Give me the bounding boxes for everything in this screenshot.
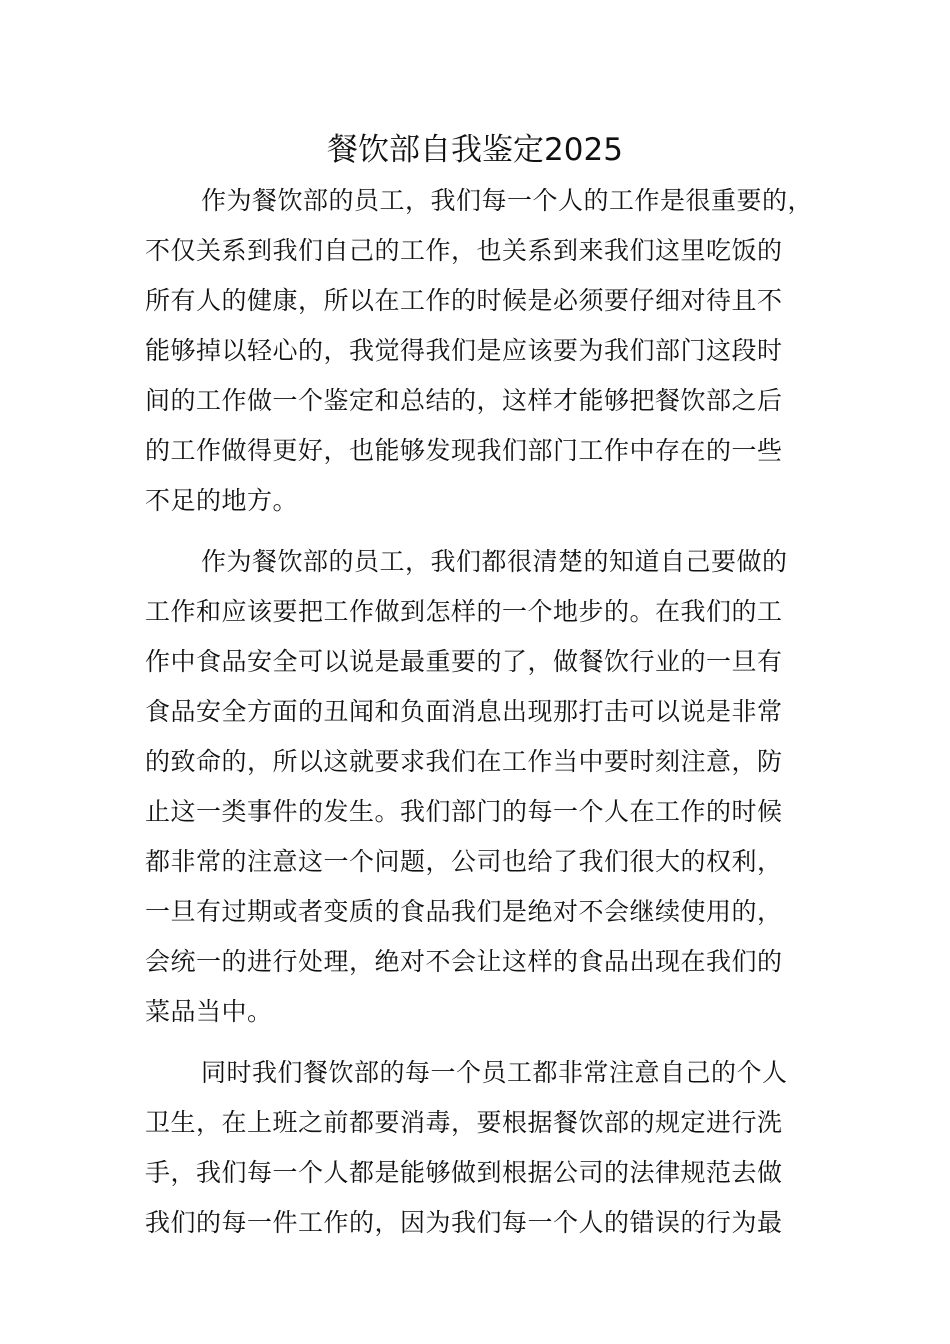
paragraph-line: 所有人的健康，所以在工作的时候是必须要仔细对待且不 (145, 286, 783, 315)
paragraph-line: 作为餐饮部的员工，我们都很清楚的知道自己要做的 (201, 547, 788, 576)
paragraph-line: 工作和应该要把工作做到怎样的一个地步的。在我们的工 (145, 597, 783, 626)
paragraph-1 (145, 176, 817, 526)
paragraph-line: 的致命的，所以这就要求我们在工作当中要时刻注意，防 (145, 747, 783, 776)
document-body (145, 176, 817, 1248)
paragraph-line: 能够掉以轻心的，我觉得我们是应该要为我们部门这段时 (145, 336, 783, 365)
paragraph-2 (145, 537, 817, 1037)
paragraph-line: 菜品当中。 (145, 997, 273, 1026)
paragraph-line: 作中食品安全可以说是最重要的了，做餐饮行业的一旦有 (145, 647, 783, 676)
document-title: 餐饮部自我鉴定2025 (327, 132, 623, 168)
paragraph-line: 同时我们餐饮部的每一个员工都非常注意自己的个人 (201, 1058, 788, 1087)
paragraph-line: 间的工作做一个鉴定和总结的，这样才能够把餐饮部之后 (145, 386, 783, 415)
paragraph-line: 手，我们每一个人都是能够做到根据公司的法律规范去做 (145, 1158, 783, 1187)
paragraph-line: 会统一的进行处理，绝对不会让这样的食品出现在我们的 (145, 947, 783, 976)
paragraph-spacer (145, 1037, 817, 1048)
paragraph-line: 都非常的注意这一个问题，公司也给了我们很大的权利， (145, 847, 783, 876)
paragraph-line: 一旦有过期或者变质的食品我们是绝对不会继续使用的， (145, 897, 783, 926)
paragraph-line: 卫生，在上班之前都要消毒，要根据餐饮部的规定进行洗 (145, 1108, 783, 1137)
paragraph-spacer (145, 526, 817, 537)
paragraph-line: 不足的地方。 (145, 486, 299, 515)
paragraph-line: 不仅关系到我们自己的工作，也关系到来我们这里吃饭的 (145, 236, 783, 265)
paragraph-line: 的工作做得更好，也能够发现我们部门工作中存在的一些 (145, 436, 783, 465)
paragraph-line: 食品安全方面的丑闻和负面消息出现那打击可以说是非常 (145, 697, 783, 726)
paragraph-3 (145, 1048, 817, 1248)
paragraph-line: 作为餐饮部的员工，我们每一个人的工作是很重要的， (201, 186, 814, 215)
paragraph-line: 我们的每一件工作的，因为我们每一个人的错误的行为最 (145, 1208, 783, 1237)
paragraph-line: 止这一类事件的发生。我们部门的每一个人在工作的时候 (145, 797, 783, 826)
